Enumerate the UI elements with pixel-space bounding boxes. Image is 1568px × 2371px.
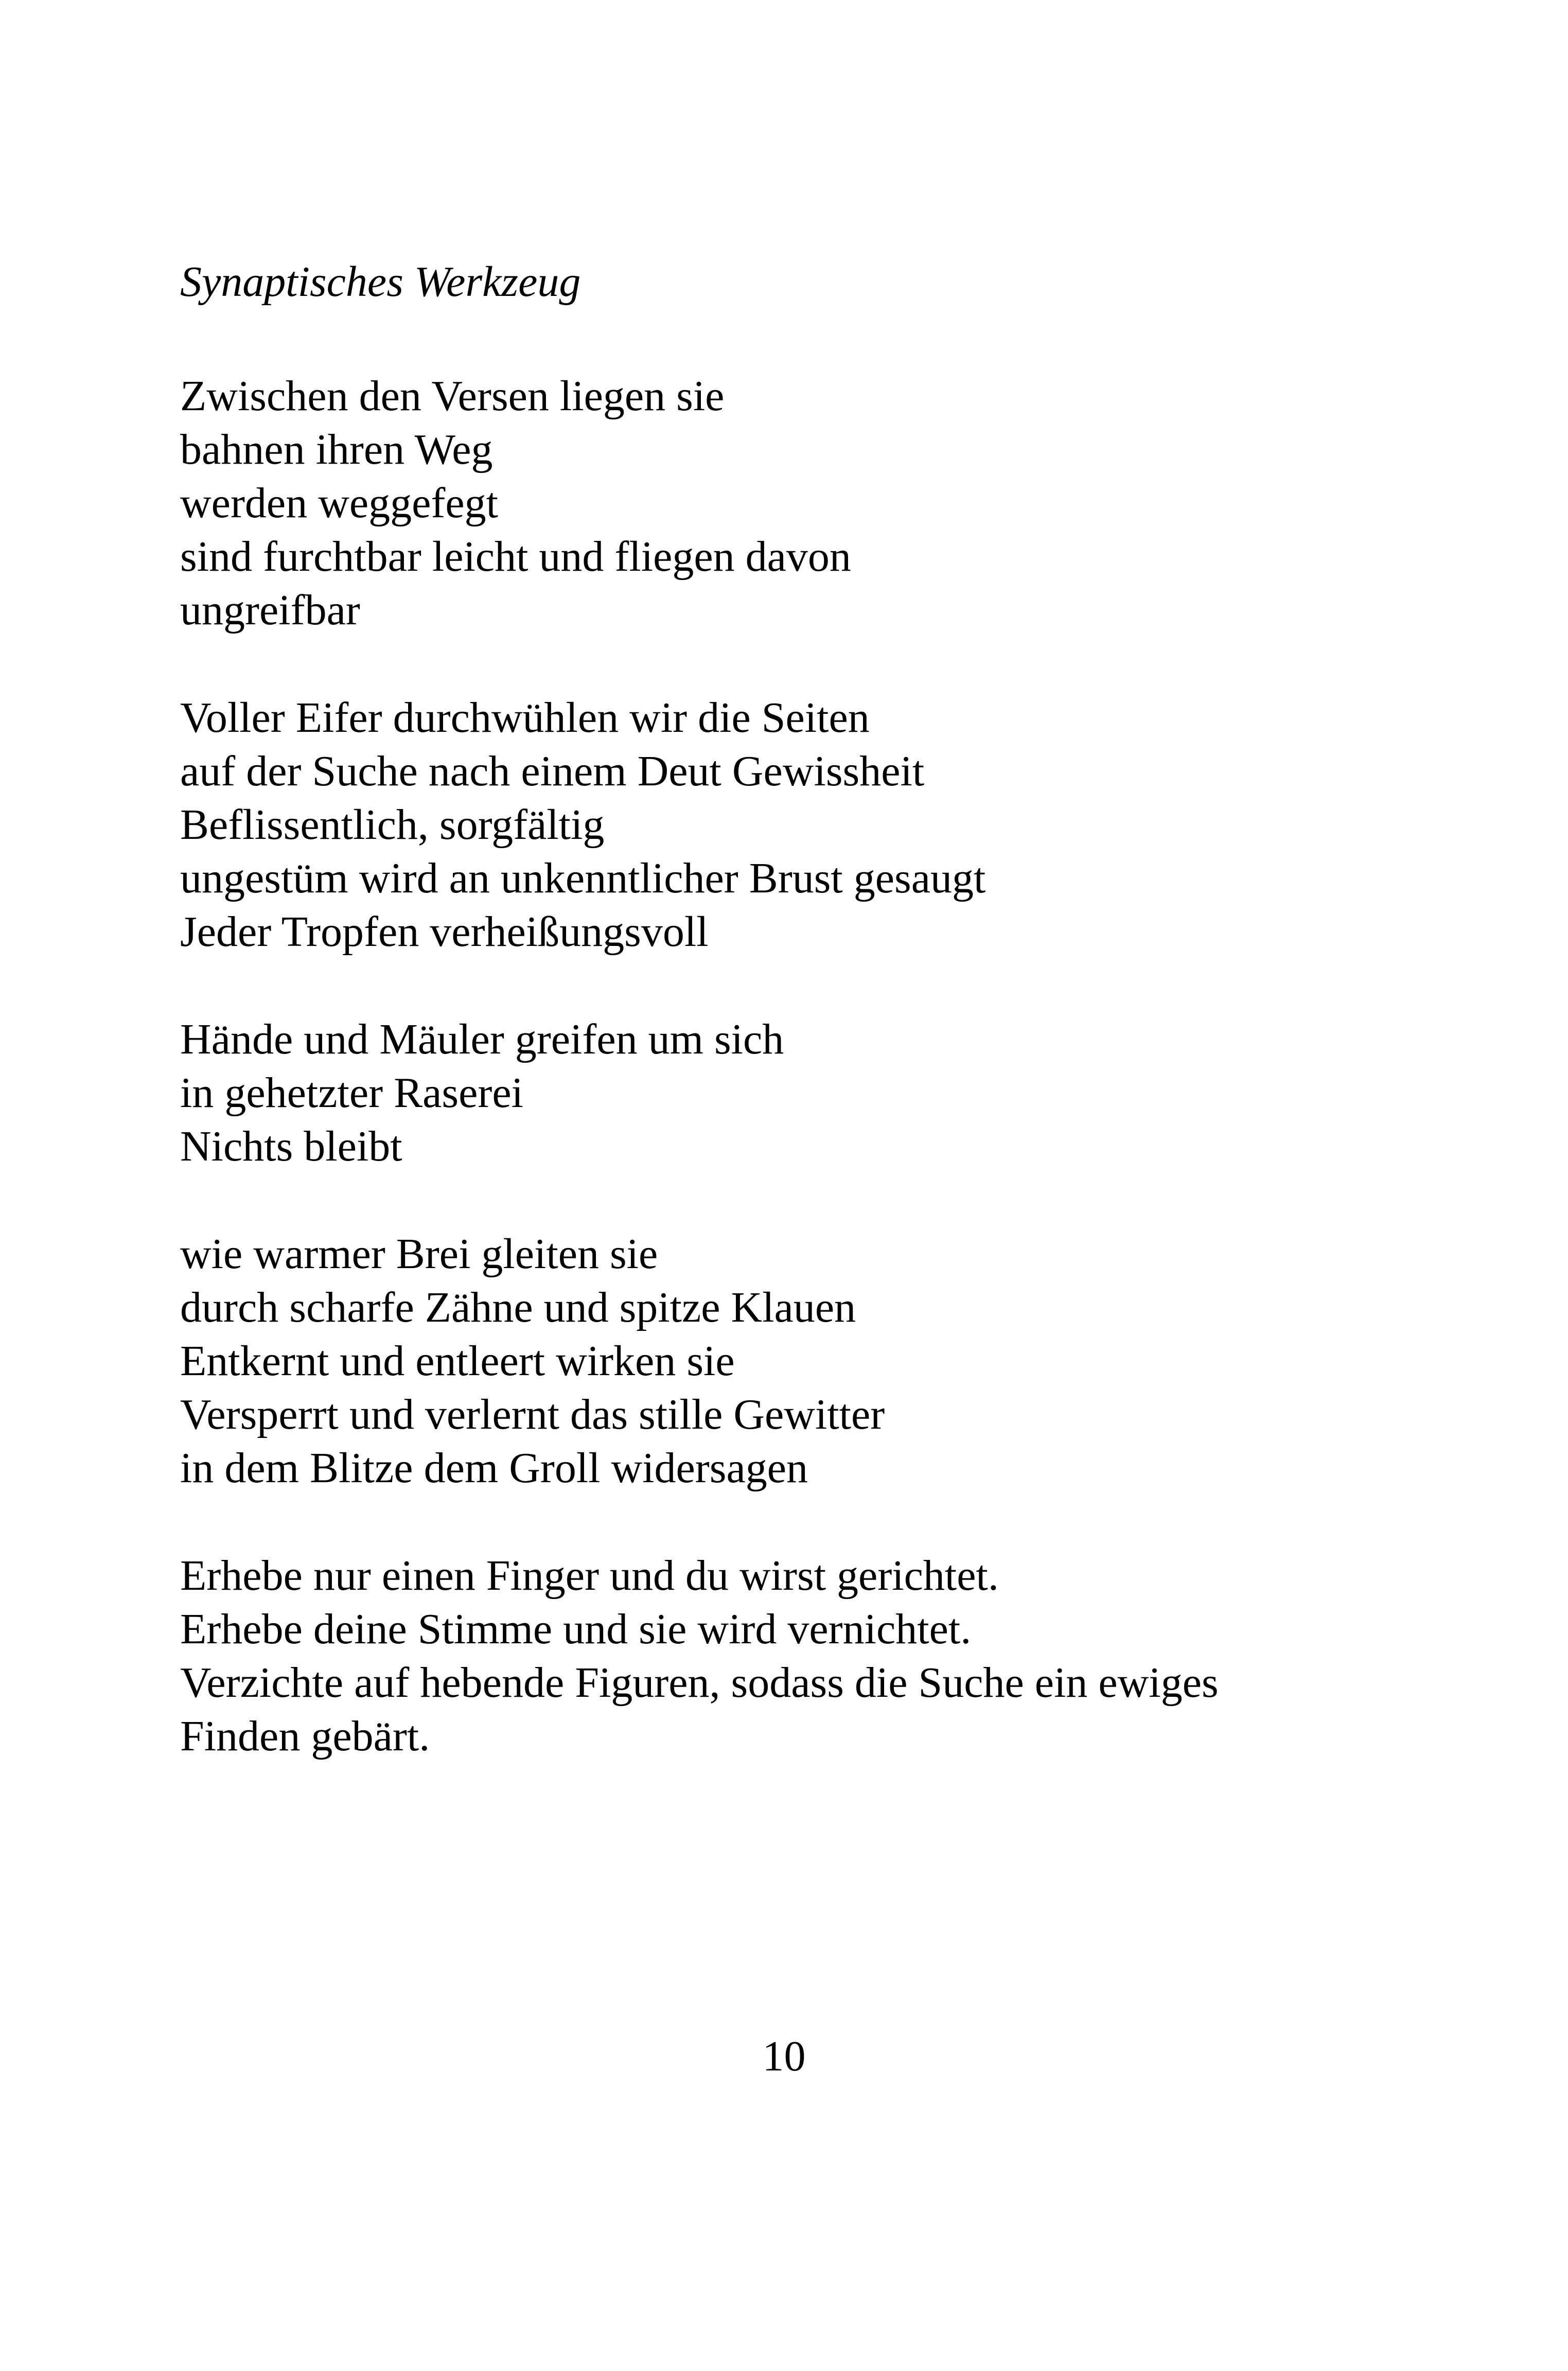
verse-line: in gehetzter Raserei: [180, 1069, 523, 1117]
verse-line: Beflissentlich, sorgfältig: [180, 801, 605, 849]
verse-line: Versperrt und verlernt das stille Gewitter: [180, 1391, 885, 1438]
verse-line: Entkernt und entleert wirken sie: [180, 1337, 735, 1385]
stanza-1: [180, 370, 1467, 637]
verse-line: Erhebe nur einen Finger und du wirst gerichtet.: [180, 1552, 999, 1600]
verse-line: Finden gebärt.: [180, 1712, 430, 1760]
verse-line: Hände und Mäuler greifen um sich: [180, 1015, 784, 1063]
verse-line: Jeder Tropfen verheißungsvoll: [180, 908, 709, 956]
verse-line: durch scharfe Zähne und spitze Klauen: [180, 1284, 856, 1331]
verse-line: Zwischen den Versen liegen sie: [180, 372, 725, 420]
verse-line: bahnen ihren Weg: [180, 426, 493, 473]
verse-line: werden weggefegt: [180, 479, 499, 527]
stanza-5: [180, 1549, 1467, 1763]
stanza-2: [180, 691, 1467, 959]
verse-line: wie warmer Brei gleiten sie: [180, 1230, 658, 1278]
verse-line: sind furchtbar leicht und fliegen davon: [180, 533, 851, 581]
verse-line: ungestüm wird an unkenntlicher Brust gesaugt: [180, 854, 986, 902]
verse-line: Voller Eifer durchwühlen wir die Seiten: [180, 694, 870, 742]
stanza-3: [180, 1013, 1467, 1173]
stanza-4: [180, 1227, 1467, 1495]
verse-line: ungreifbar: [180, 586, 360, 634]
page-number: 10: [762, 2032, 806, 2080]
verse-line: Erhebe deine Stimme und sie wird vernichtet.: [180, 1605, 972, 1653]
verse-line: Nichts bleibt: [180, 1122, 402, 1170]
verse-line: Verzichte auf hebende Figuren, sodass die Suche ein ewiges: [180, 1659, 1219, 1707]
verse-line: auf der Suche nach einem Deut Gewissheit: [180, 747, 925, 795]
verse-line: in dem Blitze dem Groll widersagen: [180, 1444, 808, 1492]
poem-body: [180, 370, 1467, 1817]
poem-title: Synaptisches Werkzeug: [180, 258, 581, 306]
